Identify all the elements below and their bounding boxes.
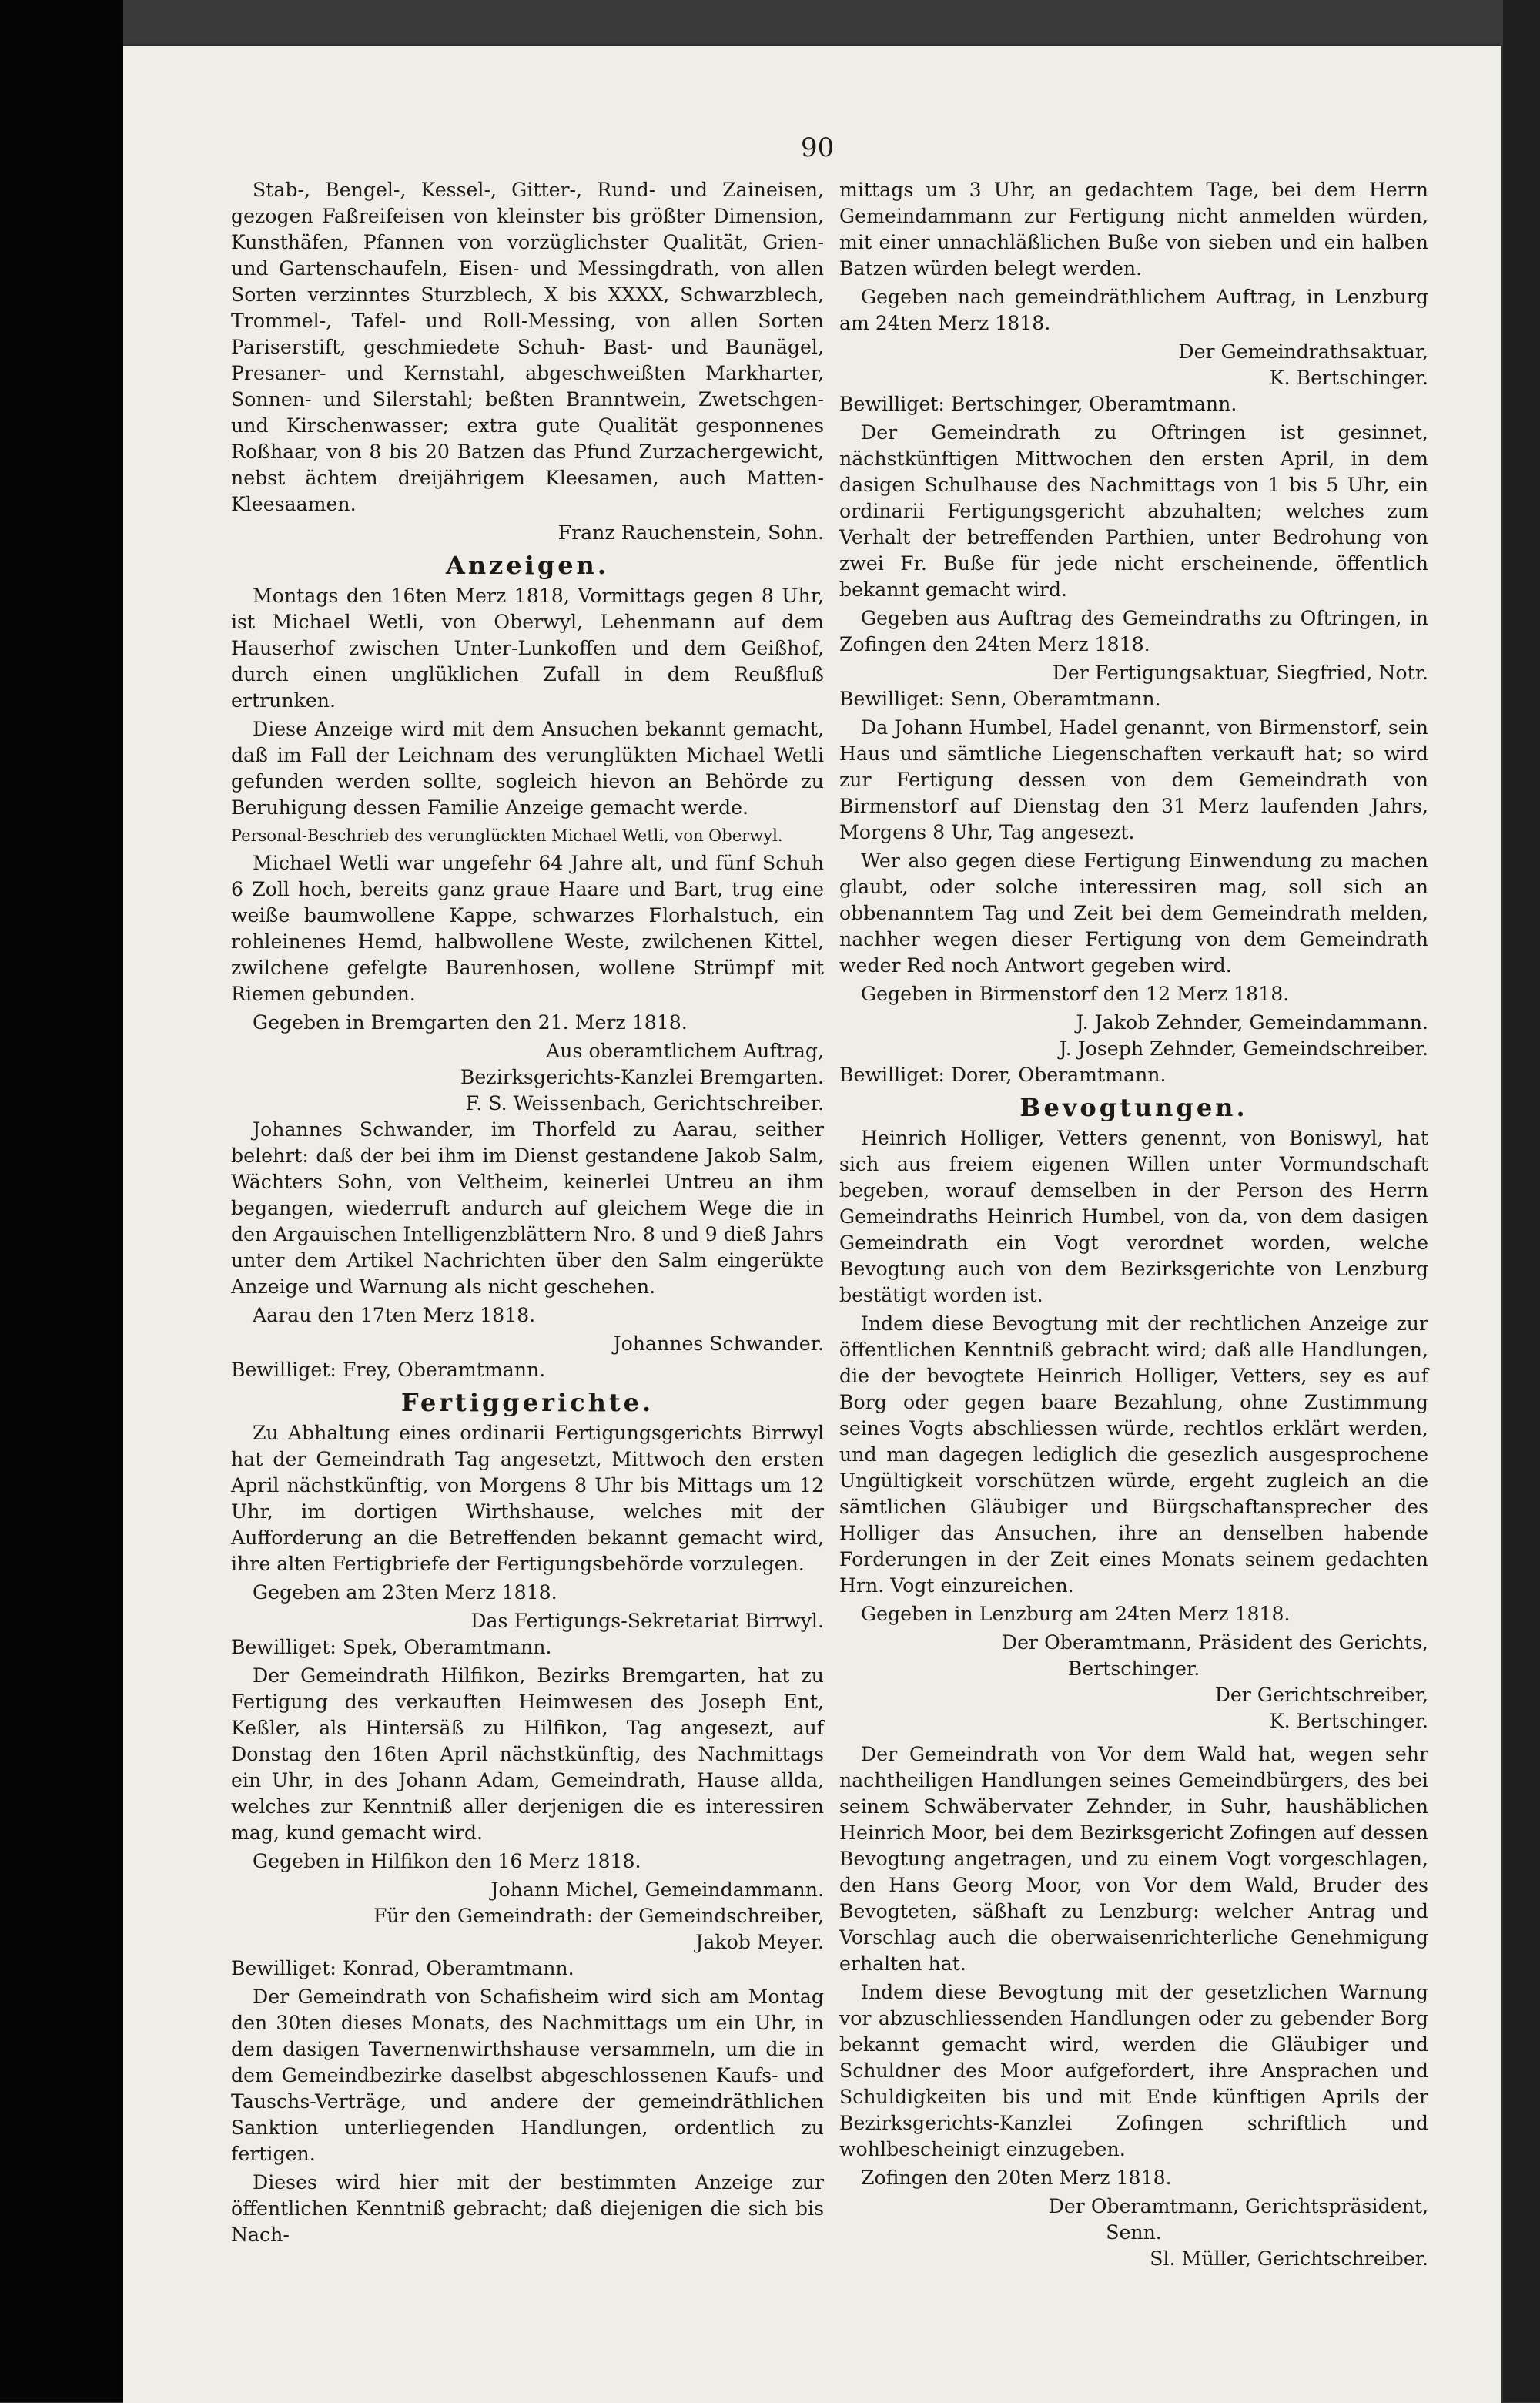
paragraph: Bewilliget: Spek, Oberamtmann. [231,1636,552,1658]
signature-line: Der Gemeindrathsaktuar, [1178,340,1428,363]
paragraph: Der Gemeindrath von Vor dem Wald hat, wegen sehr nachtheiligen Handlungen seines Gemeindbürgers, des bei seinem Schwäbervater Zehnder, in Suhr, haushäblichen Heinrich Moor, bei dem Bezirksgericht Zofingen auf dessen Bevogtung angetragen, und zu einem Vogt vorgeschlagen, den Hans Georg Moor, von Vor dem Wald, Bruder des Bevogteten, säßhaft zu Lenzburg: welcher Antrag und Vorschlag auch die oberwaisenrichterliche Genehmigung erhalten hat. [839,1743,1428,1975]
signature-line: Aus oberamtlichem Auftrag, [546,1040,824,1062]
paragraph: Diese Anzeige wird mit dem Ansuchen bekannt gemacht, daß im Fall der Leichnam des verunglükten Michael Wetli gefunden werden sollte, sogleich hievon an Behörde zu Beruhigung dessen Familie Anzeige gemacht werde. [231,718,824,819]
scan-margin-left [0,0,123,2402]
signature-line: K. Bertschinger. [1269,367,1428,389]
section-heading: Anzeigen. [446,551,609,580]
paragraph: Bewilliget: Bertschinger, Oberamtmann. [839,393,1237,415]
signature-line: Senn. [1106,2221,1162,2244]
paragraph: Aarau den 17ten Merz 1818. [253,1304,536,1326]
page-number: 90 [801,132,835,163]
paragraph: Der Gemeindrath Hilfikon, Bezirks Bremgarten, hat zu Fertigung des verkauften Heimwesen des Joseph Ent, Keßler, als Hintersäß zu Hilfikon, Tag angesezt, auf Donstag den 16ten April nächstkünftig, des Nachmittags ein Uhr, in des Johann Adam, Gemeindrath, Hause allda, welches zur Kenntniß aller derjenigen die es interessiren mag, kund gemacht wird. [231,1664,824,1844]
signature-line: Der Oberamtmann, Gerichtspräsident, [1048,2195,1428,2217]
paragraph: Wer also gegen diese Fertigung Einwendung zu machen glaubt, oder solche interessiren mag, soll sich an obbenanntem Tag und Zeit bei dem Gemeindrath melden, nachher wegen dieser Fertigung von dem Gemeindrath weder Red noch Antwort gegeben wird. [839,850,1428,977]
paragraph: Gegeben in Bremgarten den 21. Merz 1818. [253,1011,688,1034]
paragraph: Gegeben nach gemeindräthlichem Auftrag, in Lenzburg am 24ten Merz 1818. [839,286,1428,334]
signature-line: Sl. Müller, Gerichtschreiber. [1150,2247,1428,2270]
paragraph: Zu Abhaltung eines ordinarii Fertigungsgerichts Birrwyl hat der Gemeindrath Tag angesetzt, Mittwoch den ersten April nächstkünftig, von Morgens 8 Uhr bis Mittags um 12 Uhr, im dortigen Wirthshause, welches mit der Aufforderung an die Betreffenden bekannt gemacht wird, ihre alten Fertigbriefe der Fertigungsbehörde vorzulegen. [231,1422,824,1575]
signature-line: F. S. Weissenbach, Gerichtschreiber. [465,1092,824,1114]
paragraph: Montags den 16ten Merz 1818, Vormittags gegen 8 Uhr, ist Michael Wetli, von Oberwyl, Lehenmann auf dem Hauserhof zwischen Unter-Lunkoffen und dem Geißhof, durch einen unglüklichen Zufall in dem Reußfluß ertrunken. [231,585,824,712]
caption: Personal-Beschrieb des verunglückten Michael Wetli, von Oberwyl. [231,826,783,845]
section-heading: Fertiggerichte. [400,1388,654,1417]
paragraph: Bewilliget: Konrad, Oberamtmann. [231,1957,574,1979]
signature-line: K. Bertschinger. [1269,1710,1428,1732]
paragraph: Gegeben in Birmenstorf den 12 Merz 1818. [861,983,1290,1005]
signature-line: Der Fertigungsaktuar, Siegfried, Notr. [1052,662,1428,684]
signature-line: Der Oberamtmann, Präsident des Gerichts, [1001,1631,1428,1654]
paragraph: Zofingen den 20ten Merz 1818. [861,2167,1172,2189]
signature-line: Der Gerichtschreiber, [1214,1684,1428,1706]
paragraph: Gegeben am 23ten Merz 1818. [253,1581,557,1604]
signature-line: Bezirksgerichts-Kanzlei Bremgarten. [460,1066,824,1088]
signature-line: Johannes Schwander. [613,1332,824,1355]
paragraph: Indem diese Bevogtung mit der gesetzlichen Warnung vor abzuschliessenden Handlungen oder zu gebender Borg bekannt gemacht wird, werden die Gläubiger und Schuldner des Moor aufgefordert, ihre Ansprachen und Schuldigkeiten bis und mit Ende künftigen Aprils der Bezirksgerichts-Kanzlei Zofingen schriftlich und wohlbescheinigt einzugeben. [839,1981,1428,2160]
signature-line: Johann Michel, Gemeindammann. [490,1878,824,1901]
paragraph: Gegeben in Hilfikon den 16 Merz 1818. [253,1850,641,1872]
signature-line: J. Joseph Zehnder, Gemeindschreiber. [1059,1037,1428,1060]
signature-line: J. Jakob Zehnder, Gemeindammann. [1076,1011,1428,1034]
paragraph: Gegeben aus Auftrag des Gemeindraths zu Oftringen, in Zofingen den 24ten Merz 1818. [839,607,1428,655]
paragraph: Stab-, Bengel-, Kessel-, Gitter-, Rund- und Zaineisen, gezogen Faßreifeisen von kleinster bis größter Dimension, Kunsthäfen, Pfannen von vorzüglichster Qualität, Grien- und Gartenschaufeln, Eisen- und Messingdrath, von allen Sorten verzinntes Sturzblech, X bis XXXX, Schwarzblech, Trommel-, Tafel- und Roll-Messing, von allen Sorten Pariserstift, geschmiedete Schuh- Bast- und Baunägel, Presaner- und Kernstahl, abgeschweißten Markharter, Sonnen- und Silerstahl; beßten Branntwein, Zwetschgen- und Kirschenwasser; extra gute Qualität gesponnenes Roßhaar, von 8 bis 20 Batzen das Pfund Zurzachergewicht, nebst ächtem dreijährigem Kleesamen, auch Matten-Kleesaamen. [231,179,824,515]
paragraph: Bewilliget: Senn, Oberamtmann. [839,688,1161,710]
paragraph: mittags um 3 Uhr, an gedachtem Tage, bei dem Herrn Gemeindammann zur Fertigung nicht anmelden würden, mit einer unnachläßlichen Buße von sieben und ein halben Batzen würden belegt werden. [839,179,1428,280]
signature-line: Franz Rauchenstein, Sohn. [557,521,824,544]
paragraph: Dieses wird hier mit der bestimmten Anzeige zur öffentlichen Kenntniß gebracht; daß diejenigen die sich bis Nach- [231,2171,824,2246]
paragraph: Heinrich Holliger, Vetters genennt, von Boniswyl, hat sich aus freiem eigenen Willen unter Vormundschaft begeben, worauf demselben in der Person des Herrn Gemeindraths Heinrich Humbel, von da, von dem dasigen Gemeindrath ein Vogt verordnet worden, welche Bevogtung auch von dem Bezirksgerichte von Lenzburg bestätigt worden ist. [839,1127,1428,1306]
paragraph: Der Gemeindrath zu Oftringen ist gesinnet, nächstkünftigen Mittwochen den ersten April, in dem dasigen Schulhause des Nachmittags von 1 bis 5 Uhr, ein ordinarii Fertigungsgericht abzuhalten; welches zum Verhalt der betreffenden Parthien, unter Bedrohung von zwei Fr. Buße für jede nicht erscheinende, öffentlich bekannt gemacht wird. [839,421,1428,601]
signature-line: Für den Gemeindrath: der Gemeindschreiber, [373,1905,824,1927]
right-column [839,177,1428,2272]
signature-line: Bertschinger. [1067,1657,1200,1680]
paragraph: Gegeben in Lenzburg am 24ten Merz 1818. [861,1603,1291,1625]
scan-margin-right [1503,0,1540,2402]
paragraph: Michael Wetli war ungefehr 64 Jahre alt, und fünf Schuh 6 Zoll hoch, bereits ganz graue Haare und Bart, trug eine weiße baumwollene Kappe, schwarzes Florhalstuch, ein rohleinenes Hemd, halbwollene Weste, zwilchenen Kittel, zwilchene gefelgte Baurenhosen, wollene Strümpf mit Riemen gebunden. [231,852,824,1005]
paragraph: Bewilliget: Frey, Oberamtmann. [231,1359,546,1381]
paragraph: Indem diese Bevogtung mit der rechtlichen Anzeige zur öffentlichen Kenntniß gebracht wird; daß alle Handlungen, die der bevogtete Heinrich Holliger, Vetters, sey es auf Borg oder gegen baare Bezahlung, ohne Zustimmung seines Vogts abschliessen würde, rechtlos erklärt werden, und man dagegen lediglich die gesezlich ausgesprochene Ungültigkeit vorschützen würde, ergeht zugleich an die sämtlichen Gläubiger und Bürgschaftansprecher des Holliger das Ansuchen, ihre an denselben habende Forderungen in der Zeit eines Monats seinem gedachten Hrn. Vogt einzureichen. [839,1312,1428,1597]
signature-line: Jakob Meyer. [695,1931,824,1953]
paragraph: Da Johann Humbel, Hadel genannt, von Birmenstorf, sein Haus und sämtliche Liegenschaften verkauft hat; so wird zur Fertigung dessen von dem Gemeindrath von Birmenstorf auf Dienstag den 31 Merz laufenden Jahrs, Morgens 8 Uhr, Tag angesezt. [839,716,1428,843]
left-column [231,177,824,2251]
section-heading: Bevogtungen. [1019,1093,1248,1122]
paragraph: Johannes Schwander, im Thorfeld zu Aarau, seither belehrt: daß der bei ihm im Dienst gestandene Jakob Salm, Wächters Sohn, von Veltheim, keinerlei Untreu an ihm begangen, wiederruft andurch auf gleichem Wege die in den Argauischen Intelligenzblättern Nro. 8 und 9 dieß Jahrs unter dem Artikel Nachrichten über den Salm eingerükte Anzeige und Warnung als nicht geschehen. [231,1118,824,1298]
paragraph: Bewilliget: Dorer, Oberamtmann. [839,1064,1167,1086]
signature-line: Das Fertigungs-Sekretariat Birrwyl. [470,1610,824,1632]
paragraph: Der Gemeindrath von Schafisheim wird sich am Montag den 30ten dieses Monats, des Nachmittags um ein Uhr, in dem dasigen Tavernenwirthshause versammeln, um die in dem Gemeindbezirke daselbst abgeschlossenen Kaufs- und Tauschs-Verträge, und andere der gemeindräthlichen Sanktion unterliegenden Handlungen, ordentlich zu fertigen. [231,1986,824,2165]
